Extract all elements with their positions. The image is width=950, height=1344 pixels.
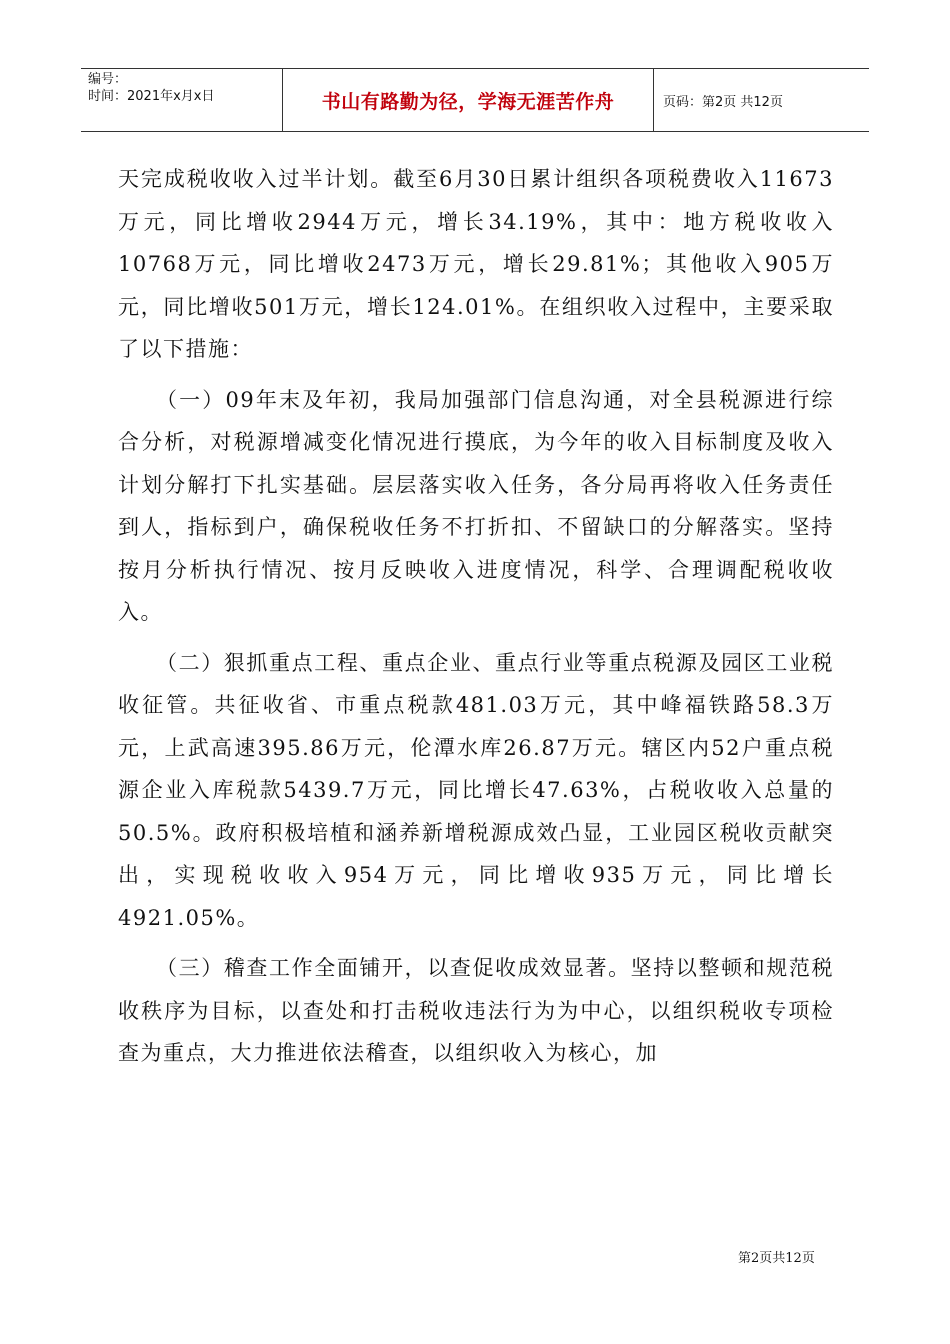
page-header	[81, 68, 869, 132]
paragraph-measure-3: （三）稽查工作全面铺开，以查促收成效显著。坚持以整顿和规范税收秩序为目标，以查处和打击税收违法行为为中心，以组织税收专项检查为重点，大力推进依法稽查，以组织收入为核心，加	[118, 956, 834, 1065]
paragraph-continuation: 天完成税收收入过半计划。截至6月30日累计组织各项税费收入11673万元，同比增收2944万元，增长34.19%，其中：地方税收收入10768万元，同比增收2473万元，增长29.81%；其他收入905万元，同比增收501万元，增长124.01%。在组织收入过程中，主要采取了以下措施：	[118, 167, 834, 361]
page-footer: 第2页共12页	[738, 1251, 815, 1266]
header-motto: 书山有路勤为径，学海无涯苦作舟	[282, 69, 654, 131]
document-number-label: 编号：	[88, 72, 128, 87]
document-body	[118, 158, 834, 1075]
header-meta	[81, 69, 282, 131]
paragraph-measure-2: （二）狠抓重点工程、重点企业、重点行业等重点税源及园区工业税收征管。共征收省、市重点税款481.03万元，其中峰福铁路58.3万元，上武高速395.86万元，伦潭水库26.87万元。辖区内52户重点税源企业入库税款5439.7万元，同比增长47.63%，占税收收入总量的50.5%。政府积极培植和涵养新增税源成效凸显，工业园区税收贡献突出，实现税收收入954万元，同比增收935万元，同比增长4921.05%。	[118, 650, 834, 930]
paragraph-measure-1: （一）09年末及年初，我局加强部门信息沟通，对全县税源进行综合分析，对税源增减变化情况进行摸底，为今年的收入目标制度及收入计划分解打下扎实基础。层层落实收入任务，各分局再将收入任务责任到人，指标到户，确保税收任务不打折扣、不留缺口的分解落实。坚持按月分析执行情况、按月反映收入进度情况，科学、合理调配税收收入。	[118, 387, 834, 624]
header-page-code: 页码：第2页 共12页	[663, 94, 783, 110]
document-time-label: 时间：2021年x月x日	[88, 89, 215, 104]
